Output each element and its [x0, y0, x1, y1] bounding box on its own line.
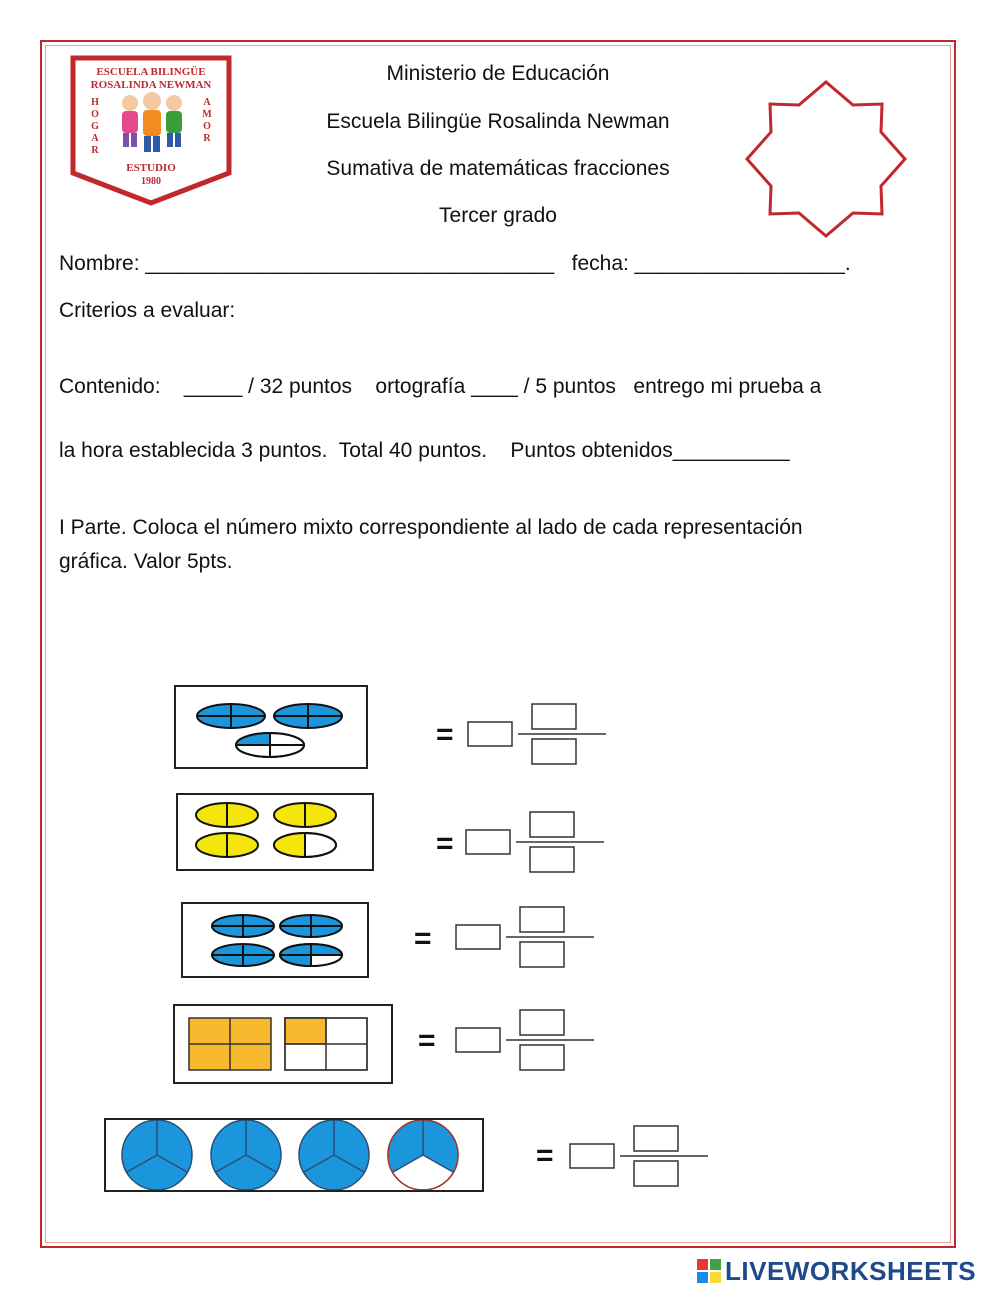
header-school: Escuela Bilingüe Rosalinda Newman: [326, 110, 670, 133]
criteria-label: Criterios a evaluar:: [59, 299, 236, 322]
blue-oval-full: [212, 944, 274, 966]
denominator-box: [634, 1161, 678, 1186]
brand-name: LIVEWORKSHEETS: [725, 1255, 977, 1286]
blue-oval-full: [197, 704, 265, 728]
orange-square-full: [189, 1018, 271, 1070]
exercise-3-answer: [454, 905, 594, 971]
logo-line2: ROSALINDA NEWMAN: [90, 79, 212, 91]
blue-circle-full: [122, 1120, 192, 1190]
yellow-oval-full: [196, 803, 258, 827]
yellow-oval-partial: [274, 833, 336, 857]
denominator-box: [530, 847, 574, 872]
exercise-4-answer: [454, 1008, 594, 1074]
equals-sign: =: [436, 718, 454, 751]
equals-sign: =: [536, 1139, 554, 1172]
exercise-5-figure: [104, 1118, 484, 1192]
part1-instruction-line2: gráfica. Valor 5pts.: [59, 550, 233, 573]
liveworksheets-logo-icon: [697, 1259, 721, 1283]
logo-left-word: H O G A R: [91, 97, 99, 156]
blue-circle-full: [211, 1120, 281, 1190]
whole-number-box: [570, 1144, 614, 1168]
blue-oval-partial: [236, 733, 304, 757]
yellow-oval-full: [274, 803, 336, 827]
logo-bottom-word: ESTUDIO: [126, 162, 176, 174]
exercise-5-answer: [568, 1124, 708, 1190]
header-subject: Sumativa de matemáticas fracciones: [326, 157, 670, 180]
whole-number-box: [468, 722, 512, 746]
exercise-2-answer: [464, 810, 604, 876]
blue-circle-full: [299, 1120, 369, 1190]
logo-year: 1980: [141, 176, 161, 187]
equals-sign: =: [418, 1024, 436, 1057]
denominator-box: [520, 1045, 564, 1070]
grade-star-icon[interactable]: [742, 78, 910, 240]
equals-sign: =: [436, 827, 454, 860]
equals-sign: =: [414, 922, 432, 955]
time-total-line[interactable]: la hora establecida 3 puntos. Total 40 puntos. Puntos obtenidos__________: [59, 439, 790, 462]
part1-instruction-line1: I Parte. Coloca el número mixto correspondiente al lado de cada representación: [59, 516, 803, 539]
name-date-line[interactable]: Nombre: ___________________________________ fecha: __________________.: [59, 252, 851, 275]
numerator-box: [520, 907, 564, 932]
exercise-2-figure: [176, 793, 374, 871]
logo-right-word: A M O R: [202, 97, 212, 144]
liveworksheets-brand[interactable]: [697, 1254, 976, 1288]
whole-number-box: [466, 830, 510, 854]
denominator-box: [532, 739, 576, 764]
blue-oval-full: [280, 915, 342, 937]
exercise-3-figure: [181, 902, 369, 978]
whole-number-box: [456, 925, 500, 949]
orange-square-partial: [285, 1018, 367, 1070]
numerator-box: [634, 1126, 678, 1151]
numerator-box: [520, 1010, 564, 1035]
blue-oval-full: [274, 704, 342, 728]
exercise-1-figure: [174, 685, 368, 769]
header-ministry: Ministerio de Educación: [386, 62, 610, 85]
yellow-oval-full: [196, 833, 258, 857]
numerator-box: [530, 812, 574, 837]
blue-oval-full: [212, 915, 274, 937]
logo-line1: ESCUELA BILINGÜE: [96, 66, 206, 78]
content-score-line[interactable]: Contenido: _____ / 32 puntos ortografía ____ / 5 puntos entrego mi prueba a: [59, 375, 822, 398]
school-logo: [70, 55, 232, 207]
numerator-box: [532, 704, 576, 729]
exercise-4-figure: [173, 1004, 393, 1084]
blue-oval-partial: [280, 944, 342, 966]
denominator-box: [520, 942, 564, 967]
exercise-1-answer: [466, 702, 606, 768]
blue-circle-partial: [388, 1120, 458, 1190]
whole-number-box: [456, 1028, 500, 1052]
header-grade: Tercer grado: [439, 204, 557, 227]
